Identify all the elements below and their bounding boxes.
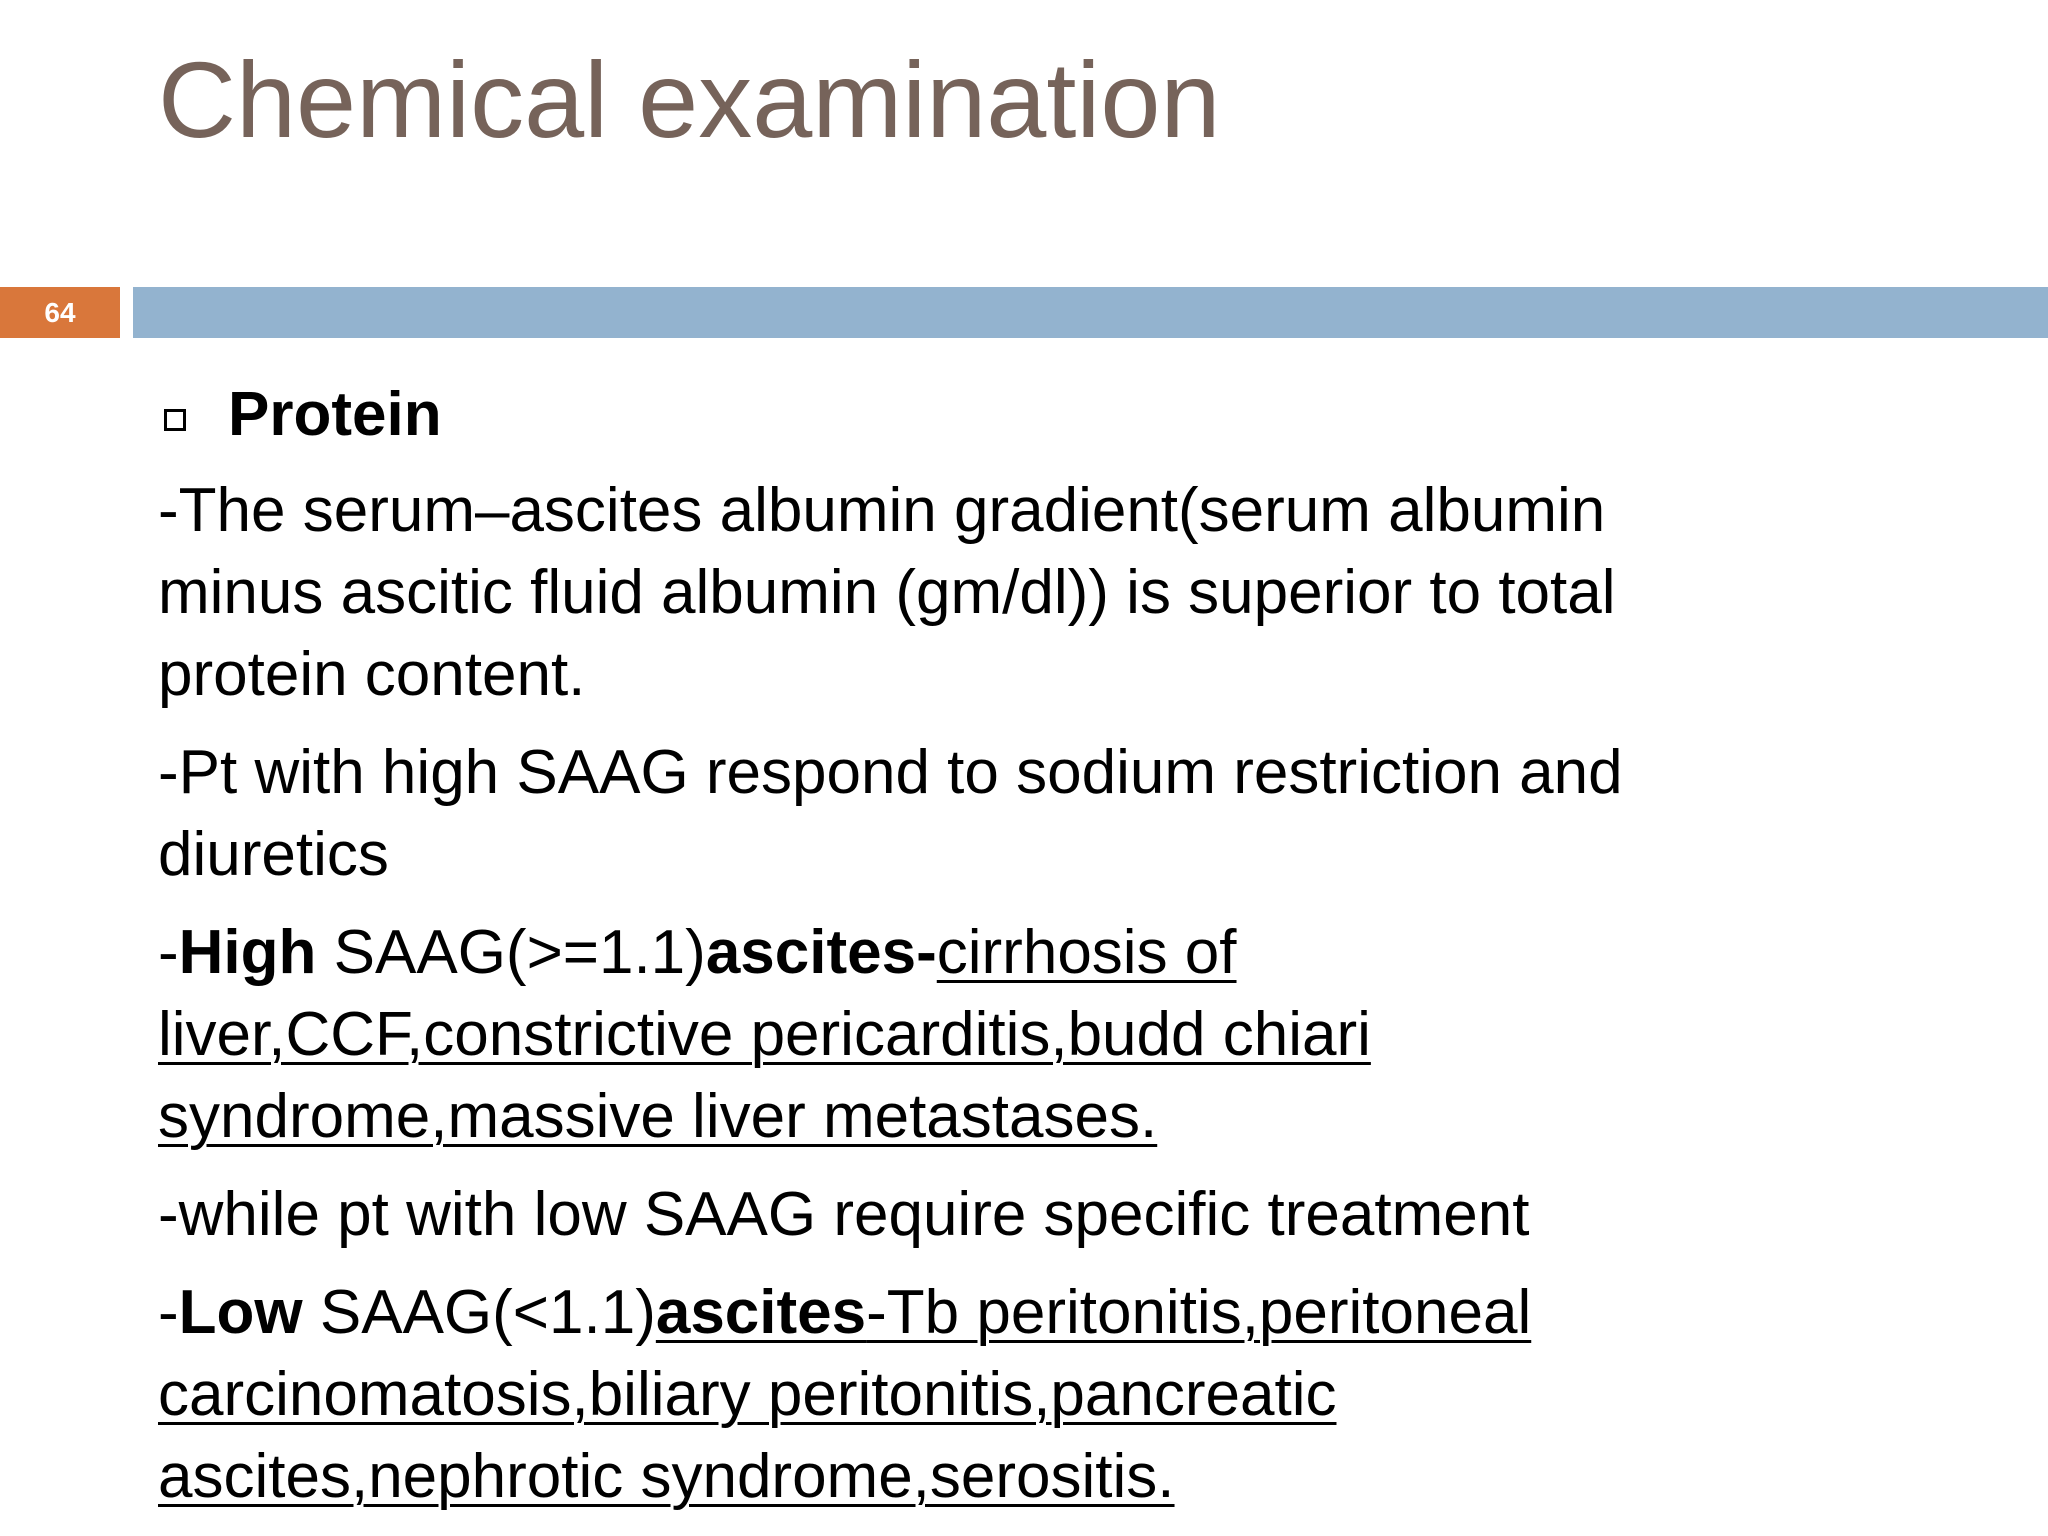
ascites-label: ascites [655,1278,867,1347]
paragraph-low-saag-causes [158,1272,2008,1518]
text-line [158,1354,2008,1436]
section-heading: Protein [228,380,442,449]
causes-text: cirrhosis of [936,918,1237,987]
title-divider-bar [133,287,2048,338]
causes-text: syndrome,massive liver metastases. [158,1082,1158,1151]
text-line [158,1076,2008,1158]
saag-threshold: SAAG(>=1.1) [316,918,706,987]
text-line: minus ascitic fluid albumin (gm/dl)) is superior to total [158,558,1616,627]
text-line [158,1272,2008,1354]
bullet-heading-row [158,374,2008,456]
paragraph-low-saag-treatment [158,1174,2008,1256]
slide-body [158,374,2008,1534]
slide-title: Chemical examination [158,39,1221,160]
causes-text: carcinomatosis,biliary peritonitis,pancreatic [158,1360,1337,1429]
high-label: High [178,918,317,987]
low-label: Low [178,1278,303,1347]
causes-text: liver,CCF,constrictive pericarditis,budd chiari [158,1000,1371,1069]
text-line: protein content. [158,640,586,709]
saag-threshold: SAAG(<1.1) [302,1278,656,1347]
ascites-label: ascites- [705,918,937,987]
text-line: diuretics [158,820,389,889]
text-line: -Pt with high SAAG respond to sodium restriction and [158,738,1623,807]
dash: - [158,1278,179,1347]
paragraph-high-saag-causes [158,912,2008,1158]
text-line: -The serum–ascites albumin gradient(serum albumin [158,476,1606,545]
text-line [158,994,2008,1076]
text-line [158,1436,2008,1518]
text-line [158,912,2008,994]
hollow-square-icon [164,409,186,431]
paragraph-high-saag-response [158,732,2008,896]
dash: - [158,918,179,987]
slide-number-badge: 64 [0,287,120,338]
causes-text: ascites,nephrotic syndrome,serositis. [158,1442,1175,1511]
causes-text: -Tb peritonitis,peritoneal [866,1278,1532,1347]
paragraph-saag-definition [158,470,2008,716]
text-line: -while pt with low SAAG require specific treatment [158,1180,1530,1249]
